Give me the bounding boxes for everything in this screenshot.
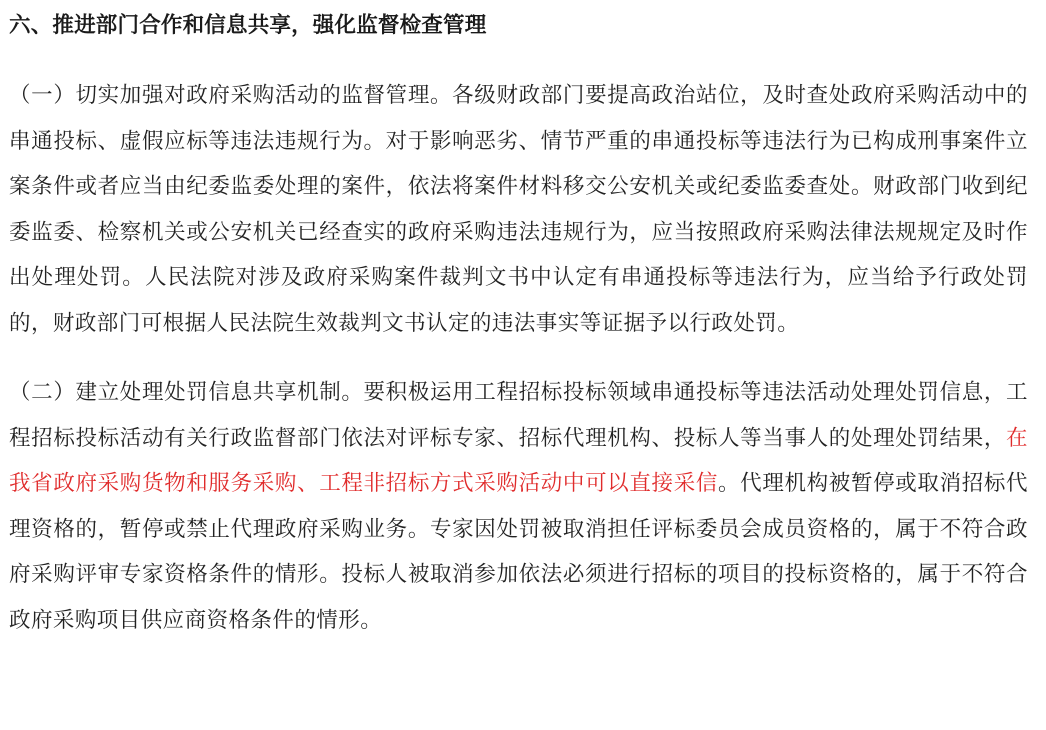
paragraph-2 — [9, 370, 1028, 643]
section-heading: 六、推进部门合作和信息共享，强化监督检查管理 — [9, 13, 487, 38]
paragraph-2-text-after: 。代理机构被暂停或取消招标代理资格的，暂停或禁止代理政府采购业务。专家因处罚被取消担任评标委员会成员资格的，属于不符合政府采购评审专家资格条件的情形。投标人被取消参加依法必须进行招标的项目的投标资格的，属于不符合政府采购项目供应商资格条件的情形。 — [9, 471, 1028, 633]
paragraph-2-text-before: （二）建立处理处罚信息共享机制。要积极运用工程招标投标领域串通投标等违法活动处理处罚信息，工程招标投标活动有关行政监督部门依法对评标专家、招标代理机构、投标人等当事人的处理处罚结果， — [9, 380, 1028, 451]
paragraph-1: （一）切实加强对政府采购活动的监督管理。各级财政部门要提高政治站位，及时查处政府采购活动中的串通投标、虚假应标等违法违规行为。对于影响恶劣、情节严重的串通投标等违法行为已构成刑事案件立案条件或者应当由纪委监委处理的案件，依法将案件材料移交公安机关或纪委监委查处。财政部门收到纪委监委、检察机关或公安机关已经查实的政府采购违法违规行为，应当按照政府采购法律法规规定及时作出处理处罚。人民法院对涉及政府采购案件裁判文书中认定有串通投标等违法行为，应当给予行政处罚的，财政部门可根据人民法院生效裁判文书认定的违法事实等证据予以行政处罚。 — [9, 83, 1028, 336]
paragraph-2-highlight: 在我省政府采购货物和服务采购、工程非招标方式采购活动中可以直接采信 — [9, 425, 1028, 496]
